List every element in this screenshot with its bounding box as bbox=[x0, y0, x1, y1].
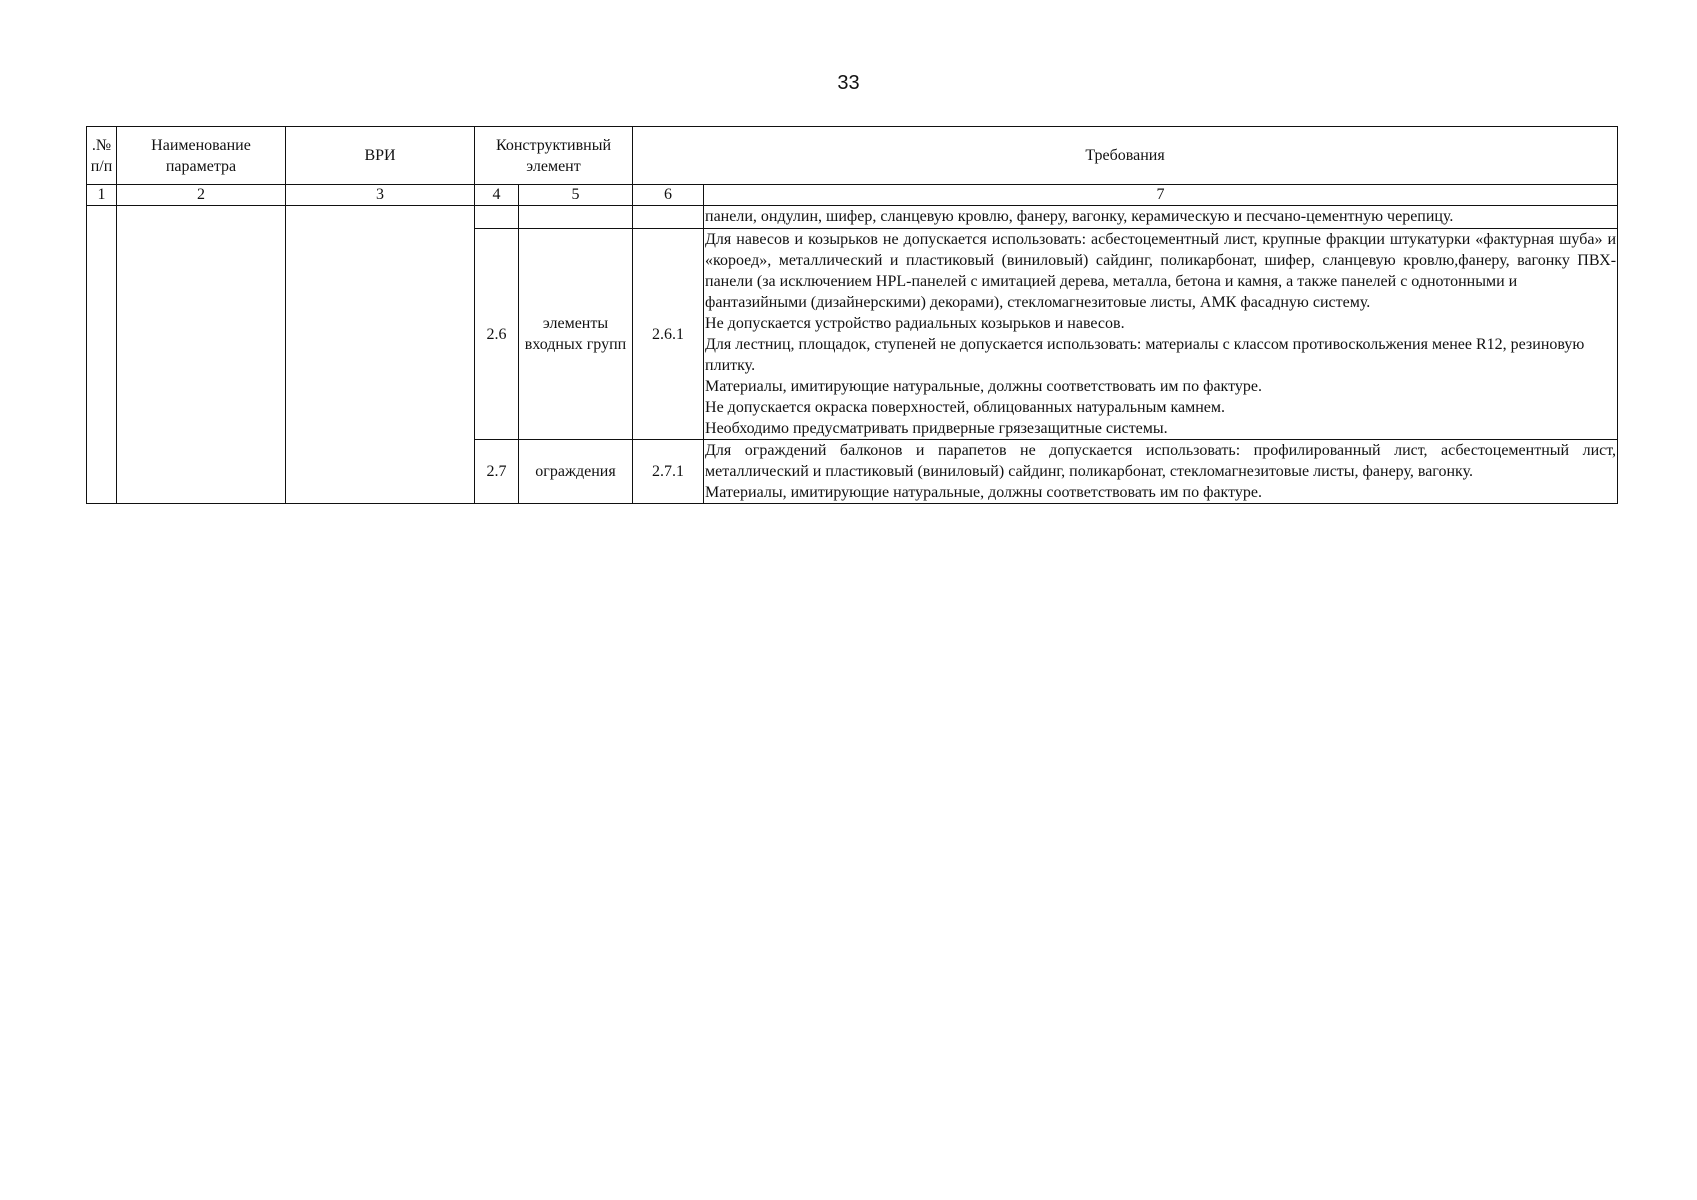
requirement-line: фантазийными (дизайнерскими) декорами), стекломагнезитовые листы, АМК фасадную систему. bbox=[705, 294, 1371, 311]
cell-sub-code bbox=[633, 206, 704, 229]
cell-sub-code: 2.7.1 bbox=[633, 440, 704, 504]
cell-requirements bbox=[704, 440, 1618, 504]
requirement-line: Материалы, имитирующие натуральные, должны соответствовать им по фактуре. bbox=[705, 378, 1262, 395]
cell-num bbox=[87, 206, 117, 504]
header-requirements: Требования bbox=[633, 127, 1618, 185]
requirement-line: Не допускается окраска поверхностей, облицованных натуральным камнем. bbox=[705, 399, 1226, 416]
column-number: 5 bbox=[519, 185, 633, 206]
column-number: 6 bbox=[633, 185, 704, 206]
header-num: .№ п/п bbox=[87, 127, 117, 185]
requirement-line: Необходимо предусматривать придверные грязезащитные системы. bbox=[705, 420, 1168, 437]
header-vri: ВРИ bbox=[286, 127, 475, 185]
cell-code: 2.7 bbox=[475, 440, 519, 504]
requirement-line: Для ограждений балконов и парапетов не допускается использовать: профилированный лист, асбестоцементный лист, металлический и пластиковый (виниловый) сайдинг, поликарбонат, стекломагнезитовые листы, фанеру, вагонку. bbox=[705, 442, 1617, 480]
cell-element-name bbox=[519, 206, 633, 229]
requirement-line: Для навесов и козырьков не допускается использовать: асбестоцементный лист, крупные фракции штукатурки «фактурная шуба» и «короед», металлический и пластиковый (виниловый) сайдинг, поликарбонат, шифер, сланцевую кровлю,фанеру, вагонку ПВХ-панели (за исключением HPL-панелей с имитацией дерева, металла, бетона и камня, а также панелей с однотонными и bbox=[705, 231, 1617, 290]
column-number: 4 bbox=[475, 185, 519, 206]
page-number: 33 bbox=[837, 72, 860, 94]
cell-element-name: ограждения bbox=[519, 440, 633, 504]
requirements-table bbox=[86, 126, 1618, 504]
column-number: 7 bbox=[704, 185, 1618, 206]
continuation-text: панели, ондулин, шифер, сланцевую кровлю, фанеру, вагонку, керамическую и песчано-цементную черепицу. bbox=[704, 206, 1618, 229]
column-number: 1 bbox=[87, 185, 117, 206]
cell-param bbox=[117, 206, 286, 504]
cell-requirements bbox=[704, 229, 1618, 440]
cell-sub-code: 2.6.1 bbox=[633, 229, 704, 440]
header-param: Наименование параметра bbox=[117, 127, 286, 185]
table-row bbox=[87, 206, 1618, 229]
requirement-line: Материалы, имитирующие натуральные, должны соответствовать им по фактуре. bbox=[705, 484, 1262, 501]
cell-code: 2.6 bbox=[475, 229, 519, 440]
cell-code bbox=[475, 206, 519, 229]
column-number: 3 bbox=[286, 185, 475, 206]
column-numbers-row bbox=[87, 185, 1618, 206]
requirement-line: Не допускается устройство радиальных козырьков и навесов. bbox=[705, 315, 1125, 332]
cell-element-name: элементы входных групп bbox=[519, 229, 633, 440]
column-number: 2 bbox=[117, 185, 286, 206]
header-element: Конструктивный элемент bbox=[475, 127, 633, 185]
requirement-line: Для лестниц, площадок, ступеней не допускается использовать: материалы с классом противоскольжения менее R12, резиновую плитку. bbox=[705, 336, 1585, 374]
header-row bbox=[87, 127, 1618, 185]
cell-vri bbox=[286, 206, 475, 504]
